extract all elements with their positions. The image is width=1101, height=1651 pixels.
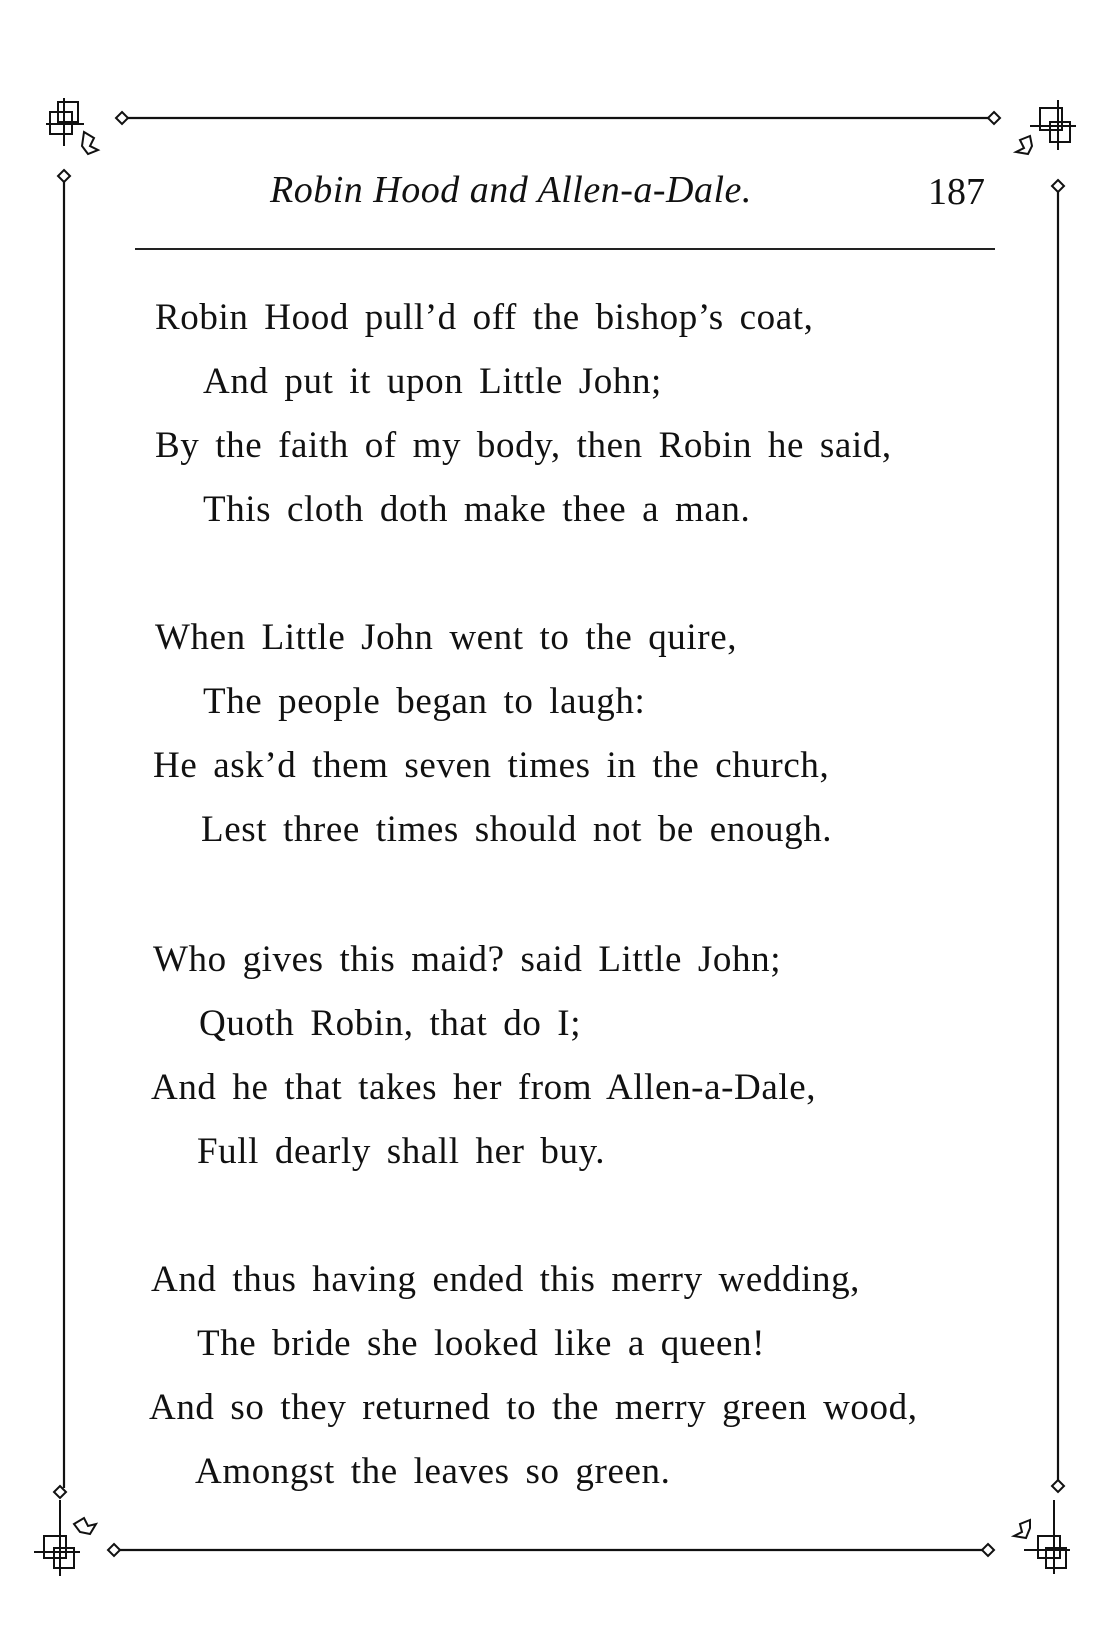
running-title: Robin Hood and Allen-a-Dale. xyxy=(270,169,752,211)
poem-line: And thus having ended this merry wedding, xyxy=(151,1259,861,1300)
poem-line: Who gives this maid? said Little John; xyxy=(153,939,782,980)
poem-line: This cloth doth make thee a man. xyxy=(203,489,751,530)
poem-line: Lest three times should not be enough. xyxy=(201,809,833,850)
poem-line: He ask’d them seven times in the church, xyxy=(153,745,830,786)
poem-line: When Little John went to the quire, xyxy=(155,617,738,658)
page-number: 187 xyxy=(928,171,985,213)
poem-line: Quoth Robin, that do I; xyxy=(199,1003,582,1044)
poem-line: Full dearly shall her buy. xyxy=(197,1131,606,1172)
poem-line: And put it upon Little John; xyxy=(203,361,662,402)
poem-line: The bride she looked like a queen! xyxy=(197,1323,766,1364)
poem-line: And so they returned to the merry green wood, xyxy=(149,1387,918,1428)
poem-line: The people began to laugh: xyxy=(203,681,646,722)
poem-line: Amongst the leaves so green. xyxy=(195,1451,671,1492)
poem-line: By the faith of my body, then Robin he said, xyxy=(155,425,892,466)
poem-line: Robin Hood pull’d off the bishop’s coat, xyxy=(155,297,814,338)
poem-line: And he that takes her from Allen-a-Dale, xyxy=(151,1067,817,1108)
